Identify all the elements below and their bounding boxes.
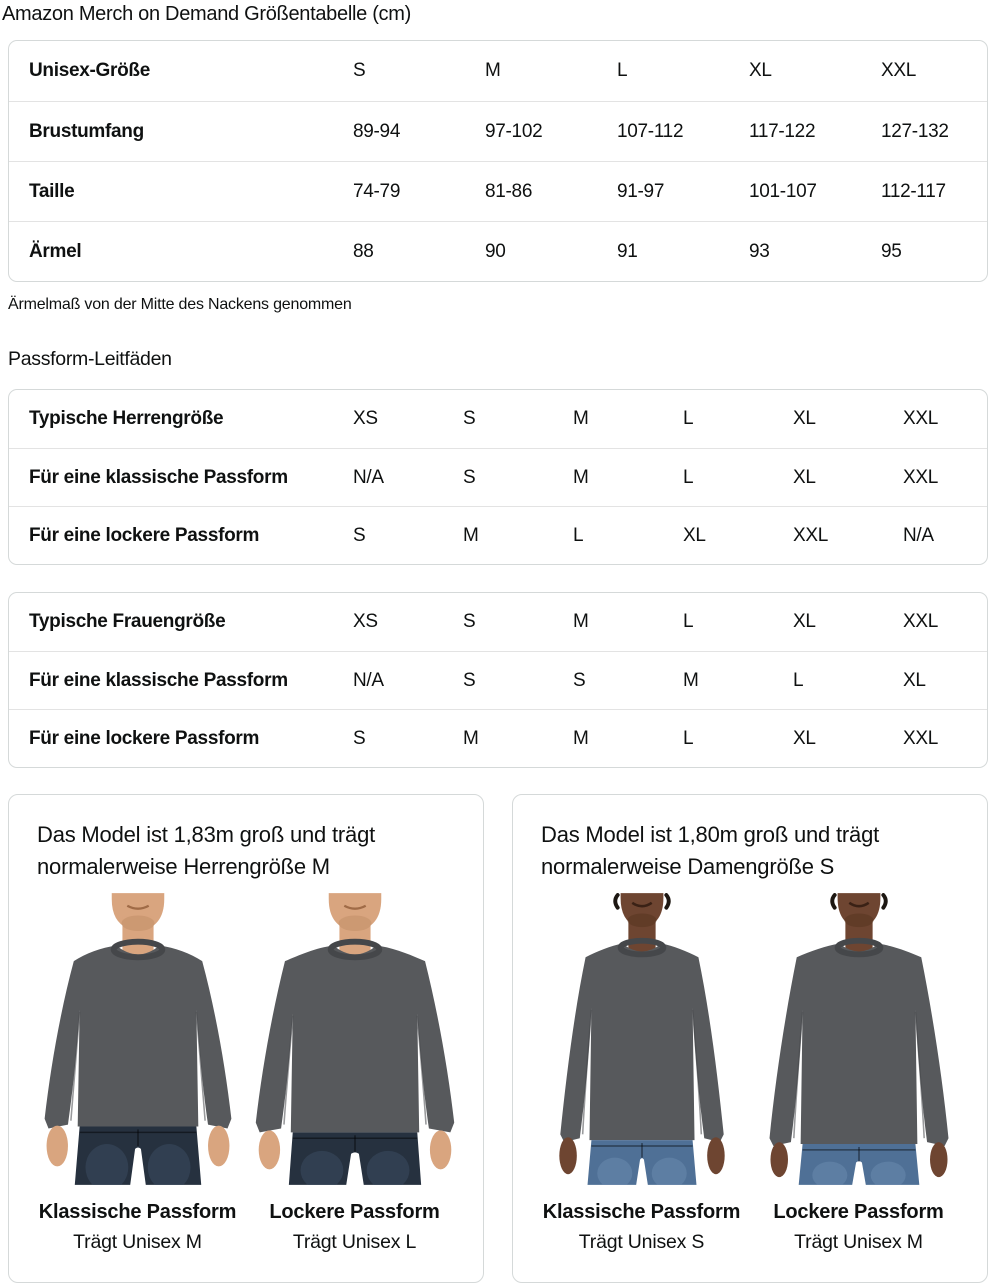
shirt [560, 944, 723, 1142]
col-header: XXL [903, 408, 939, 429]
col-header: XL [749, 60, 772, 81]
cell: 74-79 [353, 180, 401, 202]
cell: 89-94 [353, 120, 401, 142]
col-header: M [573, 611, 589, 632]
col-header: XXL [881, 60, 917, 81]
cell: 107-112 [617, 120, 684, 142]
col-header: XL [793, 408, 816, 429]
jeans [587, 1140, 696, 1185]
table-row-classic-fit [9, 651, 987, 709]
woman-classic-fit-photo [535, 893, 749, 1185]
model-description: Das Model ist 1,80m groß und trägt normalerweise Damengröße S [541, 822, 880, 879]
cell: 117-122 [749, 120, 816, 142]
mens-model-card [8, 794, 484, 1283]
cell: N/A [353, 466, 384, 488]
cell: 93 [749, 240, 770, 262]
model-cards-row [8, 794, 988, 1283]
right-hand [429, 1130, 450, 1169]
cell: 97-102 [485, 120, 543, 142]
sleeve-measure-note: Ärmelmaß von der Mitte des Nackens genommen [8, 296, 352, 313]
jeans [288, 1132, 420, 1185]
fit-size: Trägt Unisex M [794, 1231, 923, 1253]
jeans [798, 1144, 919, 1185]
figure-caption [533, 1198, 750, 1258]
cell: XL [793, 727, 816, 749]
womens-model-card [512, 794, 988, 1283]
row-label: Taille [29, 180, 75, 202]
fit-guides-title: Passform-Leitfäden [8, 348, 172, 370]
cell: S [463, 466, 476, 488]
cell: M [463, 727, 479, 749]
left-hand [258, 1130, 279, 1169]
fit-name: Lockere Passform [269, 1201, 440, 1223]
hair-wisp-right [883, 895, 885, 908]
cell: S [463, 669, 476, 691]
col-header: L [617, 60, 628, 81]
unisex-size-table [8, 40, 988, 282]
womens-fit-table [8, 592, 988, 768]
col-header: S [353, 60, 366, 81]
cell: L [683, 466, 694, 488]
table-row-loose-fit [9, 506, 987, 564]
figure-caption [246, 1198, 463, 1258]
fit-size: Trägt Unisex M [73, 1231, 202, 1253]
shirt [769, 944, 948, 1146]
size-table-header-row [9, 41, 987, 101]
cell: 81-86 [485, 180, 533, 202]
row-label: Unisex-Größe [29, 60, 150, 81]
col-header: XS [353, 611, 378, 632]
table-row-sleeve [9, 221, 987, 281]
neck-shadow [627, 914, 656, 928]
left-hand [559, 1137, 577, 1174]
table-row-chest [9, 101, 987, 161]
womens-fit-header-row [9, 593, 987, 651]
col-header: S [463, 611, 476, 632]
row-label: Ärmel [29, 240, 82, 262]
cell: S [573, 669, 586, 691]
row-label: Brustumfang [29, 120, 144, 142]
row-label: Für eine klassische Passform [29, 669, 288, 691]
figure-woman-loose [750, 893, 967, 1258]
cell: N/A [903, 524, 934, 546]
man-classic-fit-photo [31, 893, 245, 1185]
col-header: L [683, 611, 694, 632]
figure-caption [29, 1198, 246, 1258]
cell: 91-97 [617, 180, 665, 202]
row-label: Für eine klassische Passform [29, 466, 288, 488]
col-header: XXL [903, 611, 939, 632]
figure-man-loose [246, 893, 463, 1258]
model-description: Das Model ist 1,83m groß und trägt normalerweise Herrengröße M [37, 822, 376, 879]
fit-size: Trägt Unisex S [578, 1231, 705, 1253]
cell: L [683, 727, 694, 749]
cell: XXL [903, 727, 939, 749]
cell: 95 [881, 240, 902, 262]
fit-name: Klassische Passform [542, 1201, 741, 1223]
row-label: Für eine lockere Passform [29, 524, 260, 546]
col-header: XL [793, 611, 816, 632]
man-loose-fit-photo [248, 893, 462, 1185]
cell: 101-107 [749, 180, 817, 202]
cell: N/A [353, 669, 384, 691]
cell: 88 [353, 240, 374, 262]
cell: L [793, 669, 804, 691]
cell: XL [683, 524, 706, 546]
col-header: XS [353, 408, 378, 429]
hair-wisp-left [615, 895, 617, 908]
figure-woman-classic [533, 893, 750, 1258]
col-header: S [463, 408, 476, 429]
cell: M [573, 466, 589, 488]
left-hand [770, 1142, 788, 1177]
neck-shadow [338, 915, 371, 931]
fit-name: Lockere Passform [773, 1201, 944, 1223]
model-figures [533, 893, 967, 1258]
fit-size: Trägt Unisex L [292, 1231, 417, 1253]
cell: S [353, 524, 366, 546]
model-figures [29, 893, 463, 1258]
table-row-waist [9, 161, 987, 221]
cell: M [573, 727, 589, 749]
jeans [74, 1127, 200, 1185]
right-hand [930, 1142, 948, 1177]
hair-wisp-right [666, 895, 668, 908]
cell: L [573, 524, 584, 546]
page-title: Amazon Merch on Demand Größentabelle (cm) [2, 3, 411, 25]
fit-name: Klassische Passform [38, 1201, 237, 1223]
cell: XL [903, 669, 926, 691]
row-label: Für eine lockere Passform [29, 727, 260, 749]
cell: M [683, 669, 699, 691]
neck-shadow [121, 915, 154, 931]
col-header: L [683, 408, 694, 429]
right-hand [208, 1126, 229, 1167]
cell: S [353, 727, 366, 749]
right-hand [707, 1137, 725, 1174]
table-row-loose-fit [9, 709, 987, 767]
figure-caption [750, 1198, 967, 1258]
col-header: M [573, 408, 589, 429]
row-label: Typische Herrengröße [29, 408, 224, 429]
row-label: Typische Frauengröße [29, 611, 226, 632]
cell: 90 [485, 240, 506, 262]
mens-fit-header-row [9, 390, 987, 448]
col-header: M [485, 60, 501, 81]
cell: XXL [903, 466, 939, 488]
neck-shadow [844, 914, 873, 928]
cell: XL [793, 466, 816, 488]
table-row-classic-fit [9, 448, 987, 506]
hair-wisp-left [832, 895, 834, 908]
figure-man-classic [29, 893, 246, 1258]
mens-fit-table [8, 389, 988, 565]
cell: XXL [793, 524, 829, 546]
cell: 91 [617, 240, 638, 262]
woman-loose-fit-photo [752, 893, 966, 1185]
left-hand [46, 1126, 67, 1167]
cell: 127-132 [881, 120, 949, 142]
cell: 112-117 [881, 180, 946, 202]
cell: M [463, 524, 479, 546]
